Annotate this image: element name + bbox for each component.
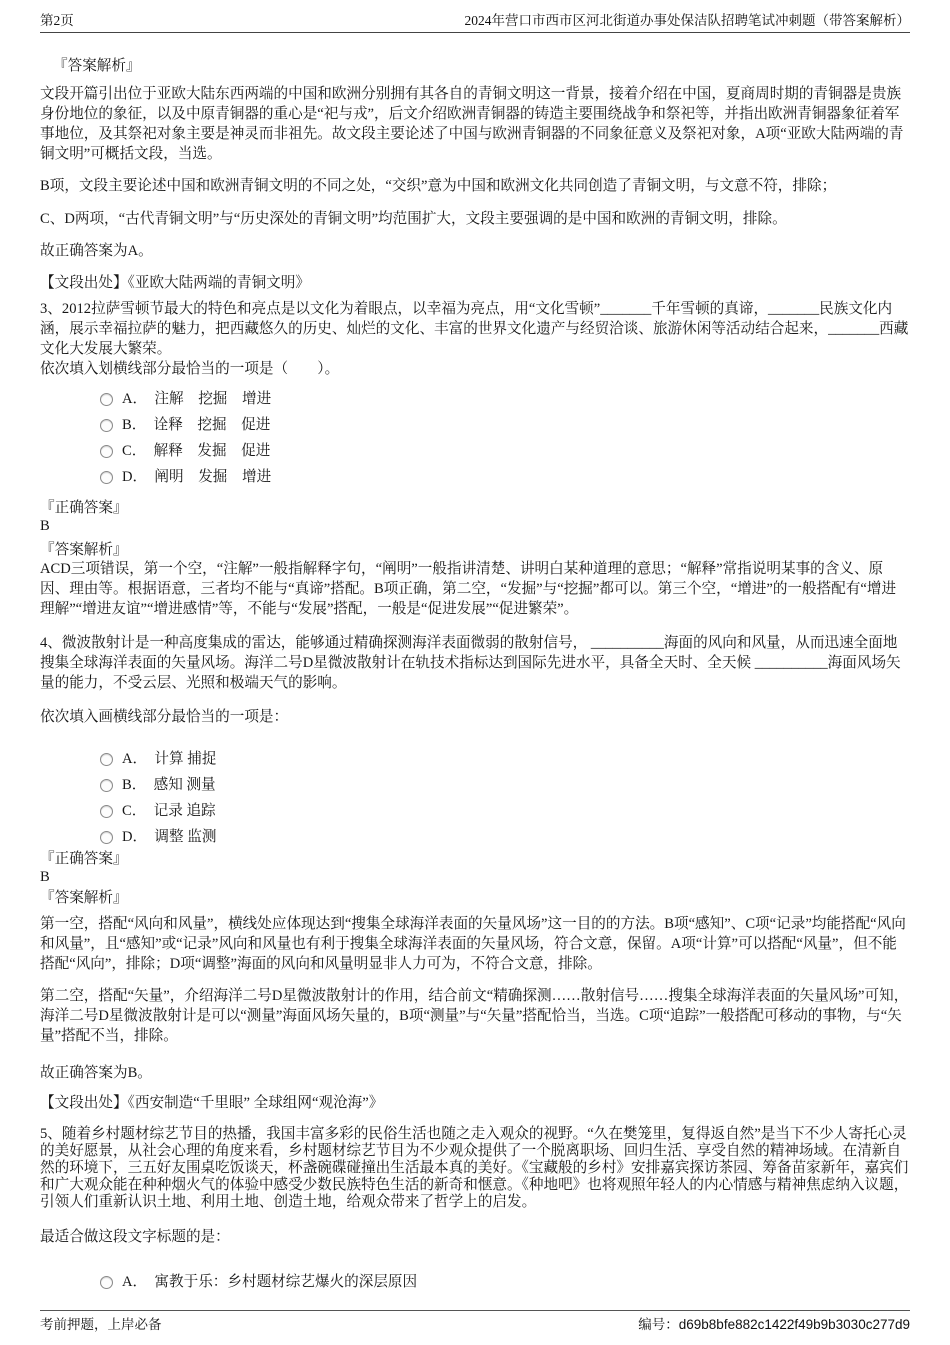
analysis-label-q2: 『答案解析』 <box>53 58 141 74</box>
option-label-q5-a: A． 寓教于乐：乡村题材综艺爆火的深层原因 <box>122 1274 418 1290</box>
radio-button-q3-d[interactable] <box>100 471 113 484</box>
page-number: 第2页 <box>40 13 74 28</box>
option-row-q4-a[interactable] <box>100 746 910 772</box>
analysis-paragraph-q3-1: ACD三项错误，第一个空，“注解”一般指解释字句，“阐明”一般指讲清楚、讲明白某种道理的意思；“解释”常指说明某事的含义、原因、理由等。根据语意，三者均不能与“真谛”搭配。B项正确，第二空，“发掘”与“挖掘”都可以。第三个空，“增进”的一般搭配有“增进理解”“增进友谊”“增进感情”等，不能与“发展”搭配，一般是“促进发展”“促进繁荣”。 <box>40 561 897 617</box>
option-row-q3-b[interactable] <box>100 412 910 438</box>
question-prompt-q5: 最适合做这段文字标题的是： <box>40 1229 230 1245</box>
option-label-q4-a: A． 计算 捕捉 <box>122 751 217 767</box>
option-label-q3-d: D． 阐明 发掘 增进 <box>122 469 272 485</box>
answer-label-q3: 『正确答案』 <box>40 500 128 516</box>
radio-button-q4-c[interactable] <box>100 805 113 818</box>
radio-button-q3-b[interactable] <box>100 419 113 432</box>
option-row-q3-a[interactable] <box>100 386 910 412</box>
options-group-q5 <box>100 1269 910 1295</box>
radio-button-q3-a[interactable] <box>100 393 113 406</box>
footer-slogan: 考前押题，上岸必备 <box>40 1317 162 1332</box>
option-label-q4-b: B． 感知 测量 <box>122 777 216 793</box>
option-row-q5-a[interactable] <box>100 1269 910 1295</box>
doc-title: 2024年营口市西市区河北街道办事处保洁队招聘笔试冲刺题（带答案解析） <box>464 13 910 28</box>
radio-button-q4-d[interactable] <box>100 831 113 844</box>
option-row-q3-c[interactable] <box>100 438 910 464</box>
option-row-q4-b[interactable] <box>100 772 910 798</box>
page-footer <box>40 1310 910 1333</box>
analysis-paragraph-q4-1: 第一空，搭配“风向和风量”，横线处应体现达到“搜集全球海洋表面的矢量风场”这一目的的方法。B项“感知”、C项“记录”均能搭配“风向和风量”，且“感知”或“记录”风向和风量也有利于搜集全球海洋表面的矢量风场，符合文意，保留。A项“计算”可以搭配“风量”，但不能搭配“风向”，排除；D项“调整”海面的风向和风量明显非人力可为，不符合文意，排除。 <box>40 916 906 972</box>
option-row-q4-c[interactable] <box>100 798 910 824</box>
question-prompt-q3: 依次填入划横线部分最恰当的一项是（ ）。 <box>40 361 340 377</box>
analysis-paragraph-q2-2: B项，文段主要论述中国和欧洲青铜文明的不同之处，“交织”意为中国和欧洲文化共同创造了青铜文明，与文意不符，排除； <box>40 178 837 194</box>
option-label-q3-a: A． 注解 挖掘 增进 <box>122 391 272 407</box>
analysis-conclusion-q4: 故正确答案为B。 <box>40 1065 152 1081</box>
options-group-q3 <box>100 386 910 490</box>
option-row-q3-d[interactable] <box>100 464 910 490</box>
analysis-paragraph-q2-3: C、D两项，“古代青铜文明”与“历史深处的青铜文明”均范围扩大，文段主要强调的是中国和欧洲的青铜文明，排除。 <box>40 211 787 227</box>
source-line-q2: 【文段出处】《亚欧大陆两端的青铜文明》 <box>40 275 310 291</box>
option-label-q4-d: D． 调整 监测 <box>122 829 217 845</box>
source-line-q4: 【文段出处】《西安制造“千里眼” 全球组网“观沧海”》 <box>40 1095 384 1111</box>
question-stem-q3: 3、2012拉萨雪顿节最大的特色和亮点是以文化为着眼点，以幸福为亮点，用“文化雪顿”_______千年雪顿的真谛，_______民族文化内涵，展示幸福拉萨的魅力，把西藏悠久的历史、灿烂的文化、丰富的世界文化遗产与经贸洽谈、旅游休闲等活动结合起来，_______西藏文化大发展大繁荣。 <box>40 301 909 357</box>
page-header <box>40 0 910 33</box>
options-group-q4 <box>100 746 910 850</box>
radio-button-q4-b[interactable] <box>100 779 113 792</box>
analysis-label-q4: 『答案解析』 <box>40 890 128 906</box>
radio-button-q5-a[interactable] <box>100 1276 113 1289</box>
footer-serial-number: 编号：d69b8bfe882c1422f49b9b3030c277d9 <box>638 1317 910 1332</box>
question-prompt-q4: 依次填入画横线部分最恰当的一项是： <box>40 709 289 725</box>
option-row-q4-d[interactable] <box>100 824 910 850</box>
question-stem-q4: 4、微波散射计是一种高度集成的雷达，能够通过精确探测海洋表面微弱的散射信号， __________海面的风向和风量，从而迅速全面地搜集全球海洋表面的矢量风场。海洋二号D星微波散射计在轨技术指标达到国际先进水平，具备全天时、全天候 __________海面风场矢量的能力，不受云层、光照和极端天气的影响。 <box>40 635 901 691</box>
analysis-conclusion-q2: 故正确答案为A。 <box>40 243 153 259</box>
option-label-q3-b: B． 诠释 挖掘 促进 <box>122 417 271 433</box>
analysis-label-q3: 『答案解析』 <box>40 542 128 558</box>
correct-answer-q3: B <box>40 518 50 534</box>
radio-button-q4-a[interactable] <box>100 753 113 766</box>
correct-answer-q4: B <box>40 869 50 885</box>
radio-button-q3-c[interactable] <box>100 445 113 458</box>
answer-label-q4: 『正确答案』 <box>40 851 128 867</box>
analysis-paragraph-q4-2: 第二空，搭配“矢量”，介绍海洋二号D星微波散射计的作用，结合前文“精确探测……散射信号……搜集全球海洋表面的矢量风场”可知，海洋二号D星微波散射计是可以“测量”海面风场矢量的，B项“测量”与“矢量”搭配恰当，当选。C项“追踪”一般搭配可移动的事物，与“矢量”搭配不当，排除。 <box>40 988 909 1044</box>
option-label-q4-c: C． 记录 追踪 <box>122 803 216 819</box>
question-stem-q5: 5、随着乡村题材综艺节目的热播，我国丰富多彩的民俗生活也随之走入观众的视野。“久在樊笼里，复得返自然”是当下不少人寄托心灵的美好愿景，从社会心理的角度来看，乡村题材综艺节目为不少观众提供了一个脱离职场、回归生活、享受自然的精神场域。在清新自然的环境下，三五好友围桌吃饭谈天，杯盏碗碟碰撞出生活最本真的美好。《宝藏般的乡村》安排嘉宾探访茶园、筹备苗家新年，嘉宾们和广大观众能在种种烟火气的体验中感受少数民族特色生活的新奇和惬意。《种地吧》也将观照年轻人的内心情感与精神焦虑纳入议题，引领人们重新认识土地、利用土地、创造土地，给观众带来了哲学上的启发。 <box>40 1126 909 1210</box>
analysis-paragraph-q2-1: 文段开篇引出位于亚欧大陆东西两端的中国和欧洲分别拥有其各自的青铜文明这一背景，接着介绍在中国，夏商周时期的青铜器是贵族身份地位的象征，以及中原青铜器的重心是“祀与戎”，后文介绍欧洲青铜器的铸造主要围绕战争和祭祀等，并指出欧洲青铜器象征着军事地位，及其祭祀对象主要是神灵而非祖先。故文段主要论述了中国与欧洲青铜器的不同象征意义及祭祀对象，A项“亚欧大陆两端的青铜文明”可概括文段，当选。 <box>40 86 904 162</box>
option-label-q3-c: C． 解释 发掘 促进 <box>122 443 271 459</box>
